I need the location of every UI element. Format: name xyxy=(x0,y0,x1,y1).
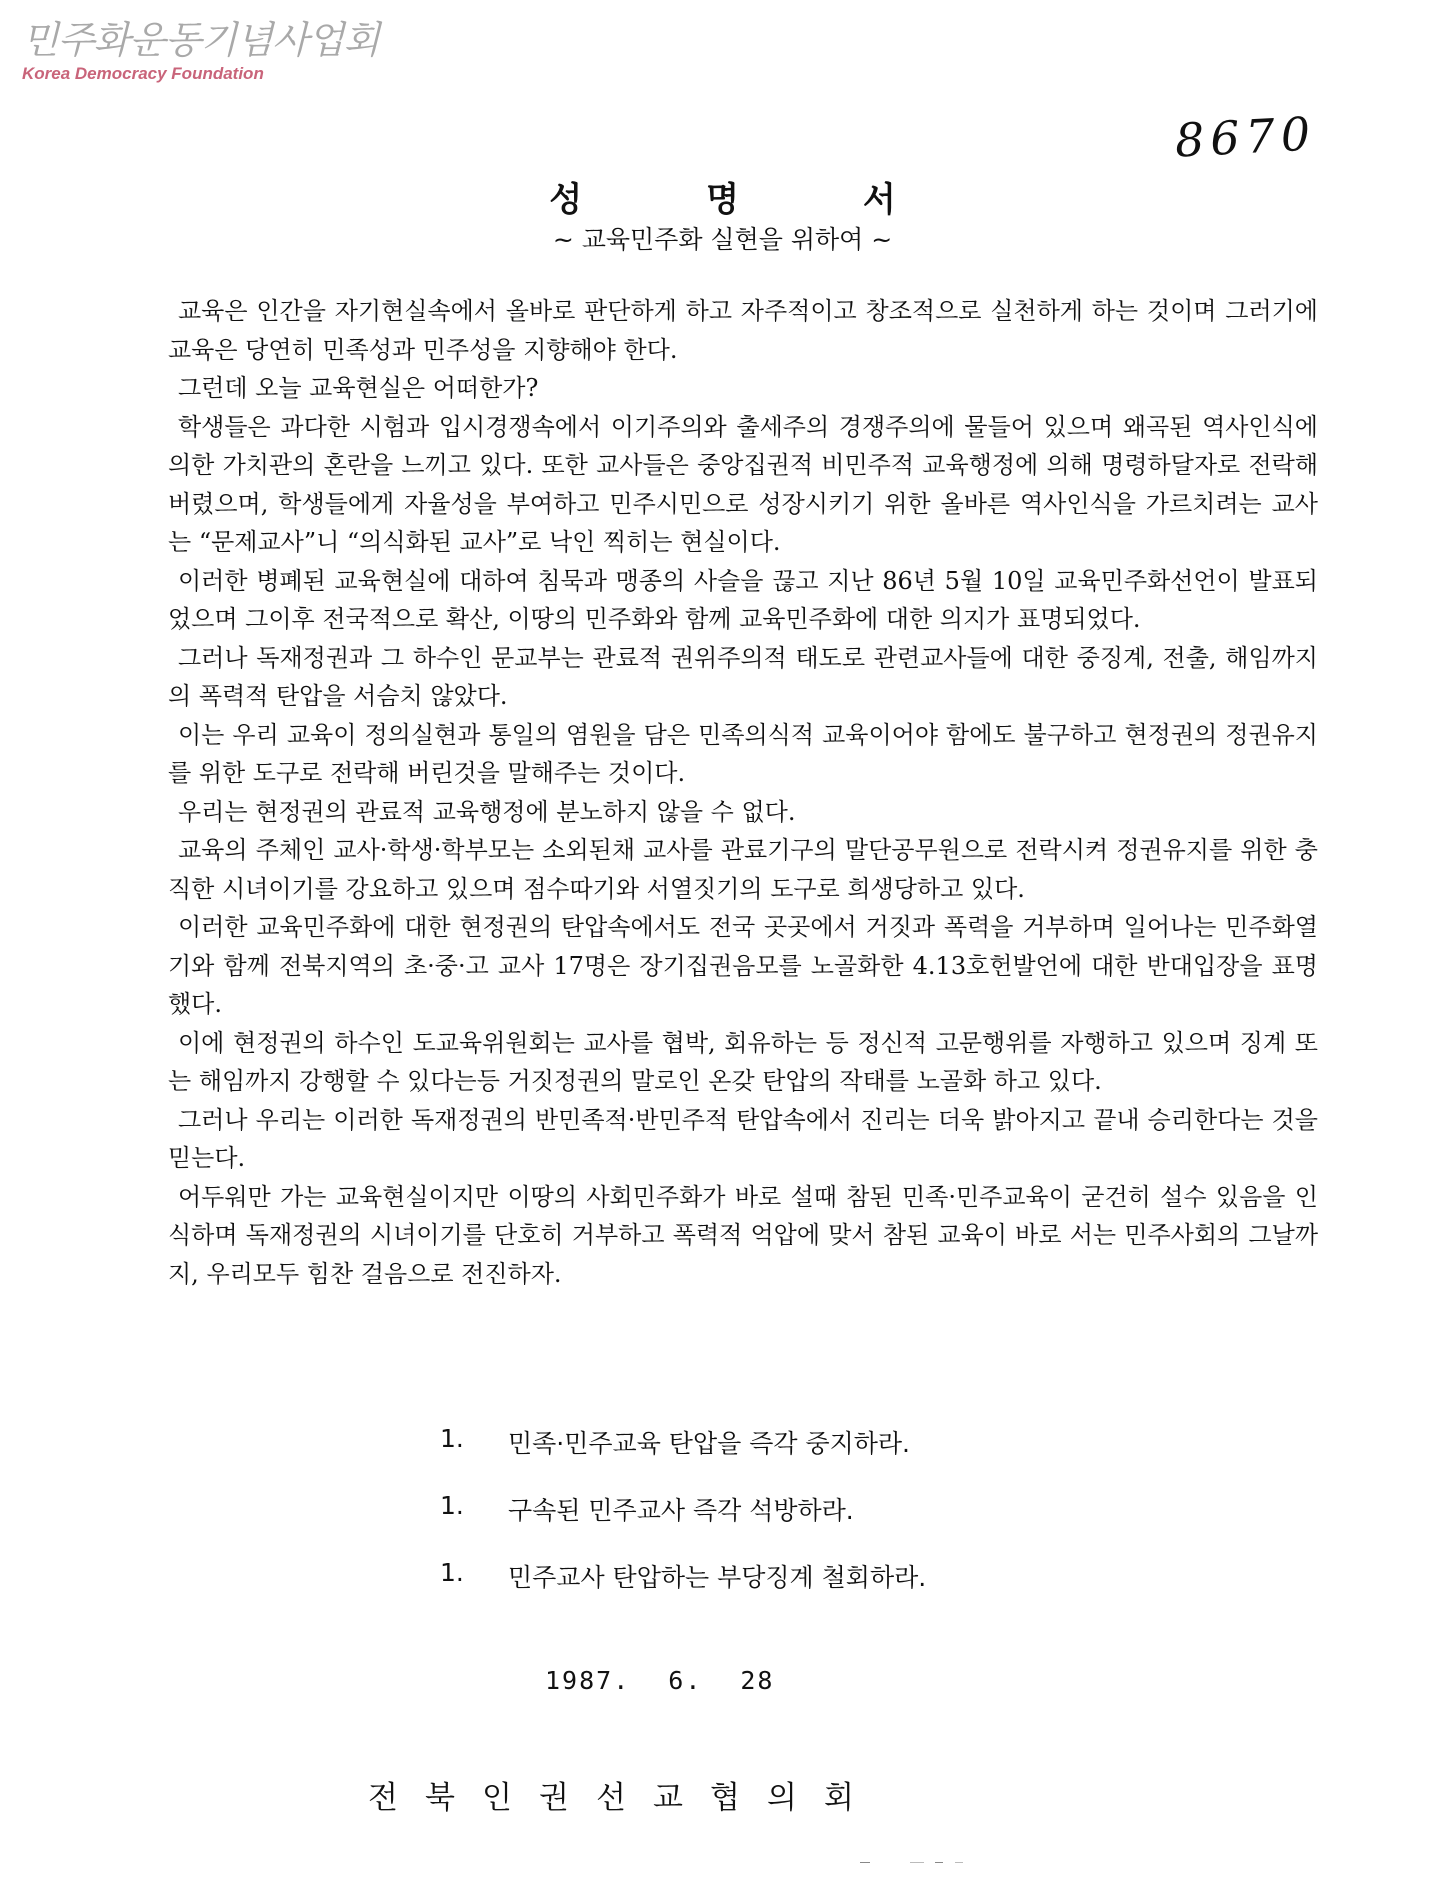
demand-number: 1. xyxy=(440,1558,464,1587)
document-date xyxy=(545,1666,812,1695)
watermark-english-name: Korea Democracy Foundation xyxy=(22,64,264,83)
foundation-watermark xyxy=(22,18,379,84)
scan-mark xyxy=(935,1862,943,1863)
date-month: 6. xyxy=(668,1666,703,1695)
paragraph: 이러한 병폐된 교육현실에 대하여 침묵과 맹종의 사슬을 끊고 지난 86년 5월 10일 교육민주화선언이 발표되었으며 그이후 전국적으로 확산, 이땅의 민주화와 함께 교육민주화에 대한 의지가 표명되었다. xyxy=(168,566,1318,633)
paragraph: 이러한 교육민주화에 대한 현정권의 탄압속에서도 전국 곳곳에서 거짓과 폭력을 거부하며 일어나는 민주화열기와 함께 전북지역의 초·중·고 교사 17명은 장기집권음모를 노골화한 4.13호헌발언에 대한 반대입장을 표명했다. xyxy=(168,913,1318,1018)
paragraph: 그런데 오늘 교육현실은 어떠한가? xyxy=(178,374,539,402)
signer-char: 의 xyxy=(767,1780,797,1816)
demand-item xyxy=(440,1491,926,1558)
paragraph: 어두워만 가는 교육현실이지만 이땅의 사회민주화가 바로 설때 참된 민족·민주교육이 굳건히 설수 있음을 인식하며 독재정권의 시녀이기를 단호히 거부하고 폭력적 억압에 맞서 참된 교육이 바로 서는 민주사회의 그날까지, 우리모두 힘찬 걸음으로 전진하자. xyxy=(168,1182,1318,1288)
title-char: 명 xyxy=(706,180,739,220)
paragraph: 이에 현정권의 하수인 도교육위원회는 교사를 협박, 회유하는 등 정신적 고문행위를 자행하고 있으며 징계 또는 해임까지 강행할 수 있다는등 거짓정권의 말로인 온갖 탄압의 작태를 노골화 하고 있다. xyxy=(168,1028,1318,1095)
scan-mark xyxy=(860,1862,870,1863)
demand-text: 민족·민주교육 탄압을 즉각 중지하라. xyxy=(508,1429,910,1458)
document-title xyxy=(0,172,1445,221)
scan-mark xyxy=(910,1862,924,1863)
paragraph: 그러나 독재정권과 그 하수인 문교부는 관료적 권위주의적 태도로 관련교사들에 대한 중징계, 전출, 해임까지의 폭력적 탄압을 서슴치 않았다. xyxy=(168,643,1318,710)
title-char: 서 xyxy=(862,180,896,220)
handwritten-document-number: 8670 xyxy=(1173,106,1318,168)
paragraph: 우리는 현정권의 관료적 교육행정에 분노하지 않을 수 없다. xyxy=(178,797,796,826)
paragraph: 학생들은 과다한 시험과 입시경쟁속에서 이기주의와 출세주의 경쟁주의에 물들어 있으며 왜곡된 역사인식에 의한 가치관의 혼란을 느끼고 있다. 또한 교사들은 중앙집권적 비민주적 교육행정에 의해 명령하달자로 전락해 버렸으며, 학생들에게 자율성을 부여하고 민주시민으로 성장시키기 위한 올바른 역사인식을 가르치려는 교사는 “문제교사”니 “의식화된 교사”로 낙인 찍히는 현실이다. xyxy=(168,412,1318,556)
statement-body xyxy=(168,292,1318,1293)
signer-char: 인 xyxy=(482,1780,512,1816)
paragraph: 교육의 주체인 교사·학생·학부모는 소외된채 교사를 관료기구의 말단공무원으로 전락시켜 정권유지를 위한 충직한 시녀이기를 강요하고 있으며 점수따기와 서열짓기의 도구로 희생당하고 있다. xyxy=(168,836,1318,903)
document-subtitle: ~ 교육민주화 실현을 위하여 ~ xyxy=(552,225,893,254)
title-char: 성 xyxy=(549,180,583,220)
signer-char: 교 xyxy=(653,1780,683,1816)
demand-text: 구속된 민주교사 즉각 석방하라. xyxy=(508,1496,854,1525)
signer-char: 북 xyxy=(425,1780,455,1816)
date-day: 28 xyxy=(740,1666,775,1695)
signing-organization xyxy=(368,1772,881,1817)
demand-number: 1. xyxy=(440,1424,464,1453)
signer-char: 전 xyxy=(368,1780,398,1816)
signer-char: 회 xyxy=(824,1780,854,1816)
demand-text: 민주교사 탄압하는 부당징계 철회하라. xyxy=(508,1563,927,1592)
paragraph: 이는 우리 교육이 정의실현과 통일의 염원을 담은 민족의식적 교육이어야 함에도 불구하고 현정권의 정권유지를 위한 도구로 전락해 버린것을 말해주는 것이다. xyxy=(168,720,1318,787)
signer-char: 협 xyxy=(710,1780,740,1816)
paragraph: 교육은 인간을 자기현실속에서 올바로 판단하게 하고 자주적이고 창조적으로 실천하게 하는 것이며 그러기에 교육은 당연히 민족성과 민주성을 지향해야 한다. xyxy=(168,297,1318,364)
scan-mark xyxy=(955,1862,963,1863)
signer-char: 권 xyxy=(539,1780,569,1816)
demands-list xyxy=(440,1424,926,1625)
demand-item xyxy=(440,1424,926,1491)
paragraph: 그러나 우리는 이러한 독재정권의 반민족적·반민주적 탄압속에서 진리는 더욱 밝아지고 끝내 승리한다는 것을 믿는다. xyxy=(168,1105,1318,1172)
signer-char: 선 xyxy=(596,1780,626,1816)
demand-item xyxy=(440,1558,926,1625)
watermark-korean-name: 민주화운동기념사업회 xyxy=(22,18,380,62)
demand-number: 1. xyxy=(440,1491,464,1520)
date-year: 1987. xyxy=(545,1666,631,1695)
